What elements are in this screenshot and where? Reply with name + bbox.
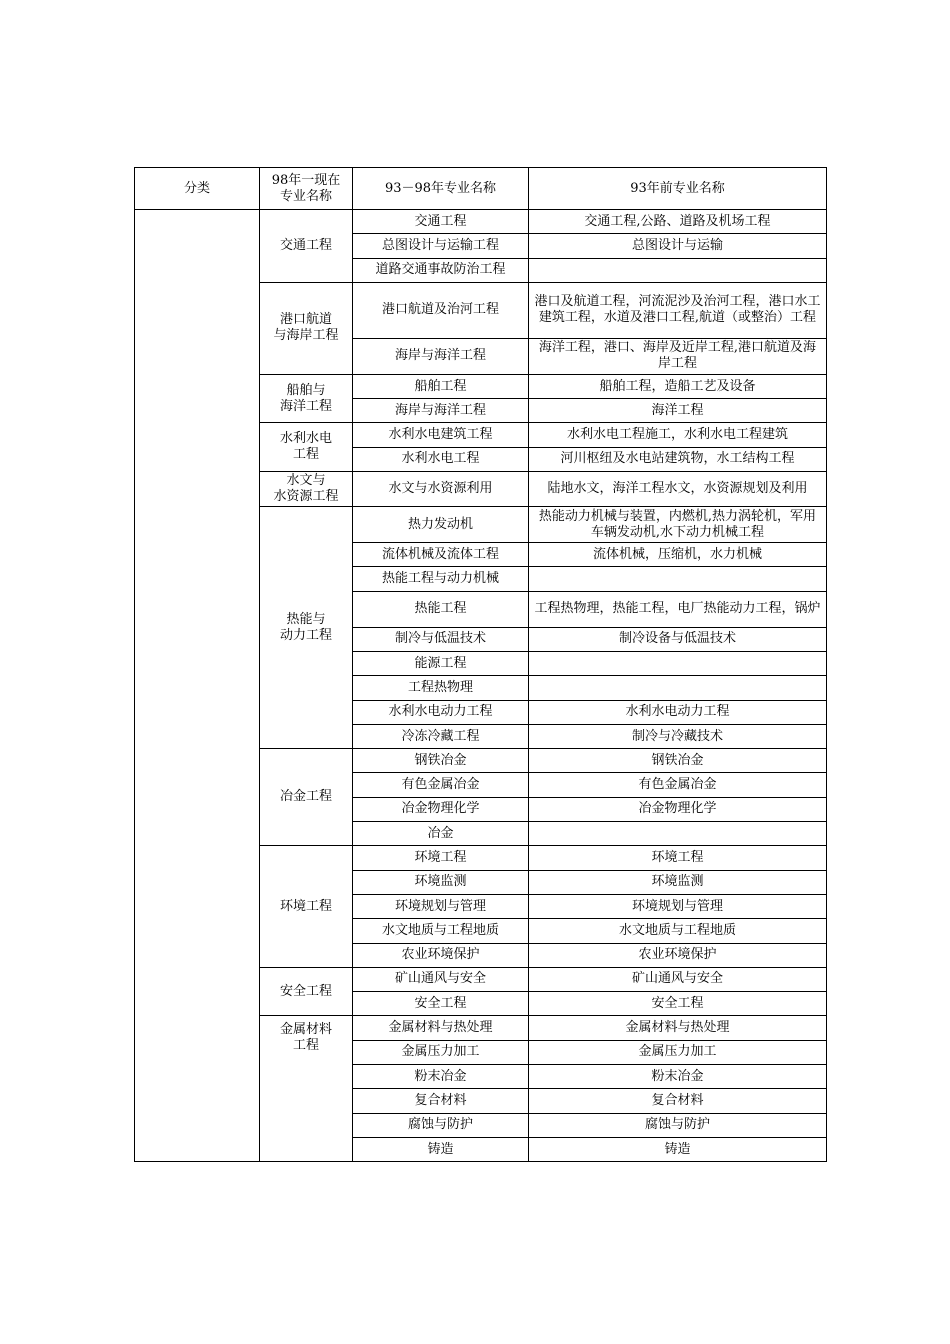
old-major-cell: 环境工程 — [529, 846, 827, 870]
old-major-cell: 水利水电工程施工，水利水电工程建筑 — [529, 423, 827, 447]
mid-major-cell: 热能工程与动力机械 — [353, 567, 529, 591]
current-major-cell: 水利水电 工程 — [260, 423, 353, 472]
mid-major-cell: 交通工程 — [353, 210, 529, 234]
old-major-cell: 矿山通风与安全 — [529, 967, 827, 991]
old-major-cell: 金属材料与热处理 — [529, 1016, 827, 1040]
mid-major-cell: 农业环境保护 — [353, 943, 529, 967]
old-major-cell — [529, 258, 827, 282]
mid-major-cell: 总图设计与运输工程 — [353, 234, 529, 258]
current-major-cell: 冶金工程 — [260, 749, 353, 846]
old-major-cell: 腐蚀与防护 — [529, 1113, 827, 1137]
old-major-cell — [529, 567, 827, 591]
mid-major-cell: 铸造 — [353, 1137, 529, 1161]
mid-major-cell: 冶金 — [353, 822, 529, 846]
old-major-cell: 工程热物理，热能工程，电厂热能动力工程，锅炉 — [529, 591, 827, 627]
old-major-cell: 粉末冶金 — [529, 1065, 827, 1089]
mid-major-cell: 安全工程 — [353, 992, 529, 1016]
mid-major-cell: 冷冻冷藏工程 — [353, 724, 529, 748]
old-major-cell: 农业环境保护 — [529, 943, 827, 967]
mid-major-cell: 金属材料与热处理 — [353, 1016, 529, 1040]
old-major-cell: 水文地质与工程地质 — [529, 919, 827, 943]
header-93-98-major: 93－98年专业名称 — [353, 168, 529, 210]
old-major-cell: 流体机械，压缩机，水力机械 — [529, 543, 827, 567]
old-major-cell: 水利水电动力工程 — [529, 700, 827, 724]
current-major-cell: 船舶与 海洋工程 — [260, 374, 353, 423]
mid-major-cell: 水利水电动力工程 — [353, 700, 529, 724]
mid-major-cell: 有色金属冶金 — [353, 773, 529, 797]
mid-major-cell: 粉末冶金 — [353, 1065, 529, 1089]
mid-major-cell: 能源工程 — [353, 651, 529, 675]
old-major-cell: 铸造 — [529, 1137, 827, 1161]
old-major-cell: 安全工程 — [529, 992, 827, 1016]
mid-major-cell: 钢铁冶金 — [353, 749, 529, 773]
table-row — [135, 210, 827, 234]
mid-major-cell: 环境规划与管理 — [353, 894, 529, 918]
mid-major-cell: 复合材料 — [353, 1089, 529, 1113]
mid-major-cell: 水利水电建筑工程 — [353, 423, 529, 447]
mid-major-cell: 水利水电工程 — [353, 447, 529, 471]
current-major-cell: 交通工程 — [260, 210, 353, 283]
mid-major-cell: 水文地质与工程地质 — [353, 919, 529, 943]
old-major-cell: 交通工程,公路、道路及机场工程 — [529, 210, 827, 234]
old-major-cell — [529, 651, 827, 675]
old-major-cell: 总图设计与运输 — [529, 234, 827, 258]
old-major-cell: 海洋工程 — [529, 399, 827, 423]
table-header-row — [135, 168, 827, 210]
old-major-cell: 港口及航道工程，河流泥沙及治河工程，港口水工建筑工程，水道及港口工程,航道（或整治）工程 — [529, 282, 827, 338]
old-major-cell — [529, 676, 827, 700]
mid-major-cell: 金属压力加工 — [353, 1040, 529, 1064]
old-major-cell: 船舶工程，造船工艺及设备 — [529, 374, 827, 398]
mid-major-cell: 热力发动机 — [353, 507, 529, 543]
mid-major-cell: 海岸与海洋工程 — [353, 338, 529, 374]
mid-major-cell: 矿山通风与安全 — [353, 967, 529, 991]
old-major-cell — [529, 822, 827, 846]
major-name-table — [134, 167, 827, 1162]
current-major-cell: 港口航道 与海岸工程 — [260, 282, 353, 374]
current-major-cell: 水文与 水资源工程 — [260, 472, 353, 507]
mid-major-cell: 水文与水资源利用 — [353, 472, 529, 507]
old-major-cell: 钢铁冶金 — [529, 749, 827, 773]
mid-major-cell: 道路交通事故防治工程 — [353, 258, 529, 282]
mid-major-cell: 环境监测 — [353, 870, 529, 894]
header-current-major: 98年一现在 专业名称 — [260, 168, 353, 210]
category-cell — [135, 210, 260, 1162]
mid-major-cell: 环境工程 — [353, 846, 529, 870]
current-major-cell: 热能与 动力工程 — [260, 507, 353, 749]
current-major-cell: 安全工程 — [260, 967, 353, 1016]
old-major-cell: 金属压力加工 — [529, 1040, 827, 1064]
mid-major-cell: 流体机械及流体工程 — [353, 543, 529, 567]
mid-major-cell: 热能工程 — [353, 591, 529, 627]
old-major-cell: 环境监测 — [529, 870, 827, 894]
old-major-cell: 环境规划与管理 — [529, 894, 827, 918]
old-major-cell: 热能动力机械与装置，内燃机,热力涡轮机，军用车辆发动机,水下动力机械工程 — [529, 507, 827, 543]
table-body — [135, 168, 827, 1162]
old-major-cell: 制冷设备与低温技术 — [529, 627, 827, 651]
old-major-cell: 有色金属冶金 — [529, 773, 827, 797]
header-category: 分类 — [135, 168, 260, 210]
old-major-cell: 陆地水文，海洋工程水文，水资源规划及利用 — [529, 472, 827, 507]
old-major-cell: 河川枢纽及水电站建筑物，水工结构工程 — [529, 447, 827, 471]
current-major-cell: 金属材料 工程 — [260, 1016, 353, 1162]
mid-major-cell: 工程热物理 — [353, 676, 529, 700]
current-major-cell: 环境工程 — [260, 846, 353, 967]
old-major-cell: 制冷与冷藏技术 — [529, 724, 827, 748]
mid-major-cell: 制冷与低温技术 — [353, 627, 529, 651]
header-pre-93-major: 93年前专业名称 — [529, 168, 827, 210]
mid-major-cell: 船舶工程 — [353, 374, 529, 398]
old-major-cell: 复合材料 — [529, 1089, 827, 1113]
mid-major-cell: 冶金物理化学 — [353, 797, 529, 821]
mid-major-cell: 腐蚀与防护 — [353, 1113, 529, 1137]
old-major-cell: 海洋工程，港口、海岸及近岸工程,港口航道及海岸工程 — [529, 338, 827, 374]
mid-major-cell: 海岸与海洋工程 — [353, 399, 529, 423]
mid-major-cell: 港口航道及治河工程 — [353, 282, 529, 338]
old-major-cell: 冶金物理化学 — [529, 797, 827, 821]
